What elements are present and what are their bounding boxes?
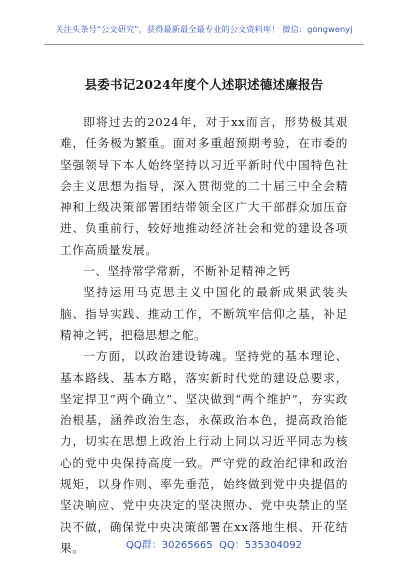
footer-qq-group[interactable]: QQ群：30265665 (126, 540, 213, 551)
body-paragraph: 即将过去的2024年，对于xx而言，形势极其艰难，任务极为繁重。面对多重超预期考验，在市委的坚强领导下本人始终坚持以习近平新时代中国特色社会主义思想为指导，深入贯彻党的二十届三中全会精神和上级决策部署团结带领全区广大干部群众加压奋进、负重前行，较好地推动经济社会和党的建设各项工作高质量发展。 (60, 115, 348, 257)
section-heading: 一、坚持常学常新，不断补足精神之钙 (83, 264, 291, 279)
document-title: 县委书记2024年度个人述职述德述廉报告 (84, 77, 324, 92)
promo-banner[interactable]: 关注头条号“公文研究”，获得最新最全最专业的公文资料库！ 微信：gongwenyj (55, 24, 353, 34)
body-paragraph: 坚持运用马克思主义中国化的最新成果武装头脑、指导实践、推动工作，不断筑牢信仰之基，补足精神之钙，把稳思想之舵。 (60, 285, 348, 342)
document-body (60, 112, 348, 559)
header-divider (44, 44, 364, 45)
body-paragraph: 一方面，以政治建设铸魂。坚持党的基本理论、基本路线、基本方略，落实新时代党的建设总要求，坚定捍卫“两个确立”、坚决做到“两个维护”，夯实政治根基，涵养政治生态，永葆政治本色，提高政治能力，切实在思想上政治上行动上同以习近平同志为核心的党中央保持高度一致。严守党的政治纪律和政治规矩，以身作则、率先垂范，始终做到党中央提倡的坚决响应、党中央决定的坚决照办、党中央禁止的坚决不做，确保党中央决策部署在xx落地生根、开花结果。 (60, 349, 348, 555)
footer-qq-contact[interactable]: QQ：535304092 (219, 540, 303, 551)
